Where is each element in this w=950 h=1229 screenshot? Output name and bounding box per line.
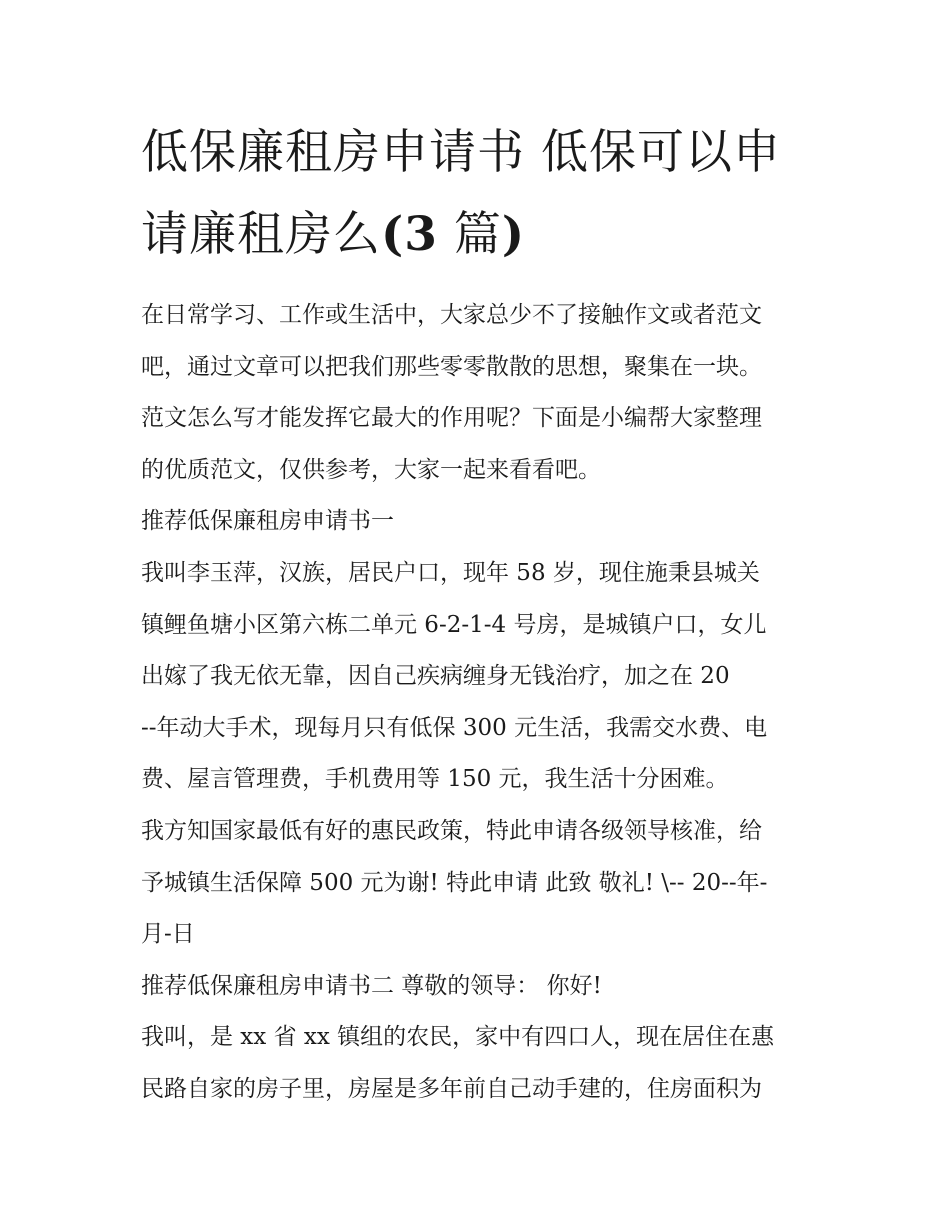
- title-count-unit: 篇: [453, 207, 502, 262]
- body-line: 出嫁了我无依无靠，因自己疾病缠身无钱治疗，加之在 20: [141, 663, 730, 690]
- body-line: 月-日: [141, 921, 195, 948]
- body-line: 范文怎么写才能发挥它最大的作用呢？下面是小编帮大家整理: [141, 405, 762, 432]
- section-heading-2: 推荐低保廉租房申请书二 尊敬的领导： 你好!: [141, 972, 602, 999]
- title-line-2-prefix: 请廉租房么: [141, 207, 381, 262]
- document-title: [141, 112, 821, 276]
- title-count-close: ): [501, 207, 526, 262]
- body-line: 的优质范文，仅供参考，大家一起来看看吧。: [141, 456, 601, 483]
- title-line-1: 低保廉租房申请书 低保可以申: [141, 125, 781, 180]
- body-line: 镇鲤鱼塘小区第六栋二单元 6-2-1-4 号房，是城镇户口，女儿: [141, 611, 767, 638]
- body-line: 我叫，是 xx 省 xx 镇组的农民，家中有四口人，现在居住在惠: [141, 1024, 775, 1051]
- title-count-open: (3: [381, 207, 438, 262]
- body-line: 予城镇生活保障 500 元为谢! 特此申请 此致 敬礼! \-- 20--年-: [141, 869, 768, 896]
- body-line: 我方知国家最低有好的惠民政策，特此申请各级领导核准，给: [141, 817, 762, 844]
- body-line: 费、屋言管理费，手机费用等 150 元，我生活十分困难。: [141, 766, 729, 793]
- document-page: [141, 112, 821, 1116]
- section-heading-1: 推荐低保廉租房申请书一: [141, 508, 394, 535]
- document-body: [141, 290, 821, 1116]
- body-line: 我叫李玉萍，汉族，居民户口，现年 58 岁，现住施秉县城关: [141, 559, 760, 586]
- body-line: --年动大手术，现每月只有低保 300 元生活，我需交水费、电: [141, 714, 768, 741]
- body-line: 吧，通过文章可以把我们那些零零散散的思想，聚集在一块。: [141, 353, 762, 380]
- body-line: 在日常学习、工作或生活中，大家总少不了接触作文或者范文: [141, 302, 762, 328]
- body-line: 民路自家的房子里，房屋是多年前自己动手建的，住房面积为: [141, 1075, 762, 1102]
